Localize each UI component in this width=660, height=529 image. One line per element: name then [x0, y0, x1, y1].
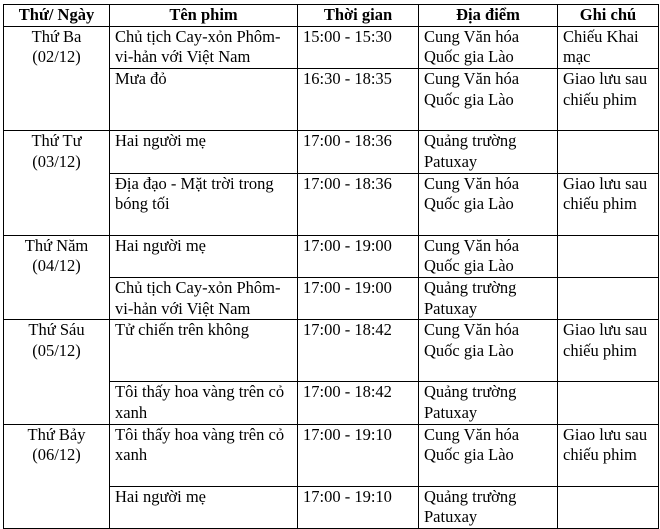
time-cell: 17:00 - 18:36 — [298, 131, 419, 173]
film-cell: Chủ tịch Cay-xỏn Phôm-vi-hản với Việt Nam — [110, 277, 298, 319]
note-cell — [558, 486, 659, 528]
place-cell: Cung Văn hóa Quốc gia Lào — [419, 173, 558, 235]
film-cell: Hai người mẹ — [110, 235, 298, 277]
film-cell: Tử chiến trên không — [110, 320, 298, 382]
header-note: Ghi chú — [558, 5, 659, 27]
day-cell — [4, 131, 110, 235]
schedule-table — [3, 4, 659, 529]
place-cell: Cung Văn hóa Quốc gia Lào — [419, 424, 558, 486]
film-cell: Mưa đỏ — [110, 69, 298, 131]
day-cell — [4, 424, 110, 528]
place-cell: Quảng trường Patuxay — [419, 486, 558, 528]
note-cell: Giao lưu sau chiếu phim — [558, 69, 659, 131]
header-place: Địa điểm — [419, 5, 558, 27]
day-name: Thứ Sáu — [28, 320, 85, 340]
note-cell: Chiếu Khai mạc — [558, 26, 659, 68]
table-row — [4, 320, 659, 382]
film-cell: Hai người mẹ — [110, 131, 298, 173]
table-row — [4, 424, 659, 486]
place-cell: Cung Văn hóa Quốc gia Lào — [419, 235, 558, 277]
time-cell: 17:00 - 19:00 — [298, 235, 419, 277]
note-cell: Giao lưu sau chiếu phim — [558, 173, 659, 235]
day-date: (04/12) — [32, 256, 81, 276]
day-date: (03/12) — [32, 151, 81, 171]
time-cell: 17:00 - 18:36 — [298, 173, 419, 235]
film-cell: Tôi thấy hoa vàng trên cỏ xanh — [110, 424, 298, 486]
header-row — [4, 5, 659, 27]
film-cell: Địa đạo - Mặt trời trong bóng tối — [110, 173, 298, 235]
place-cell: Quảng trường Patuxay — [419, 277, 558, 319]
day-date: (05/12) — [32, 341, 81, 361]
day-cell — [4, 235, 110, 320]
note-cell — [558, 131, 659, 173]
note-cell: Giao lưu sau chiếu phim — [558, 424, 659, 486]
table-row — [4, 26, 659, 68]
time-cell: 16:30 - 18:35 — [298, 69, 419, 131]
day-name: Thứ Năm — [24, 235, 89, 255]
day-cell — [4, 26, 110, 130]
place-cell: Quảng trường Patuxay — [419, 382, 558, 424]
time-cell: 17:00 - 19:00 — [298, 277, 419, 319]
place-cell: Cung Văn hóa Quốc gia Lào — [419, 26, 558, 68]
day-cell — [4, 320, 110, 424]
day-name: Thứ Ba — [31, 26, 82, 46]
day-date: (02/12) — [32, 47, 81, 67]
film-cell: Hai người mẹ — [110, 486, 298, 528]
header-time: Thời gian — [298, 5, 419, 27]
note-cell — [558, 277, 659, 319]
film-cell: Chủ tịch Cay-xỏn Phôm-vi-hản với Việt Nam — [110, 26, 298, 68]
table-row — [4, 131, 659, 173]
note-cell — [558, 235, 659, 277]
time-cell: 17:00 - 18:42 — [298, 382, 419, 424]
place-cell: Quảng trường Patuxay — [419, 131, 558, 173]
day-date: (06/12) — [32, 445, 81, 465]
time-cell: 15:00 - 15:30 — [298, 26, 419, 68]
day-name: Thứ Tư — [31, 131, 82, 151]
place-cell: Cung Văn hóa Quốc gia Lào — [419, 69, 558, 131]
time-cell: 17:00 - 19:10 — [298, 486, 419, 528]
header-film: Tên phim — [110, 5, 298, 27]
film-cell: Tôi thấy hoa vàng trên cỏ xanh — [110, 382, 298, 424]
time-cell: 17:00 - 18:42 — [298, 320, 419, 382]
time-cell: 17:00 - 19:10 — [298, 424, 419, 486]
note-cell — [558, 382, 659, 424]
header-day: Thứ/ Ngày — [4, 5, 110, 27]
day-name: Thứ Bảy — [27, 424, 86, 444]
table-row — [4, 235, 659, 277]
place-cell: Cung Văn hóa Quốc gia Lào — [419, 320, 558, 382]
note-cell: Giao lưu sau chiếu phim — [558, 320, 659, 382]
